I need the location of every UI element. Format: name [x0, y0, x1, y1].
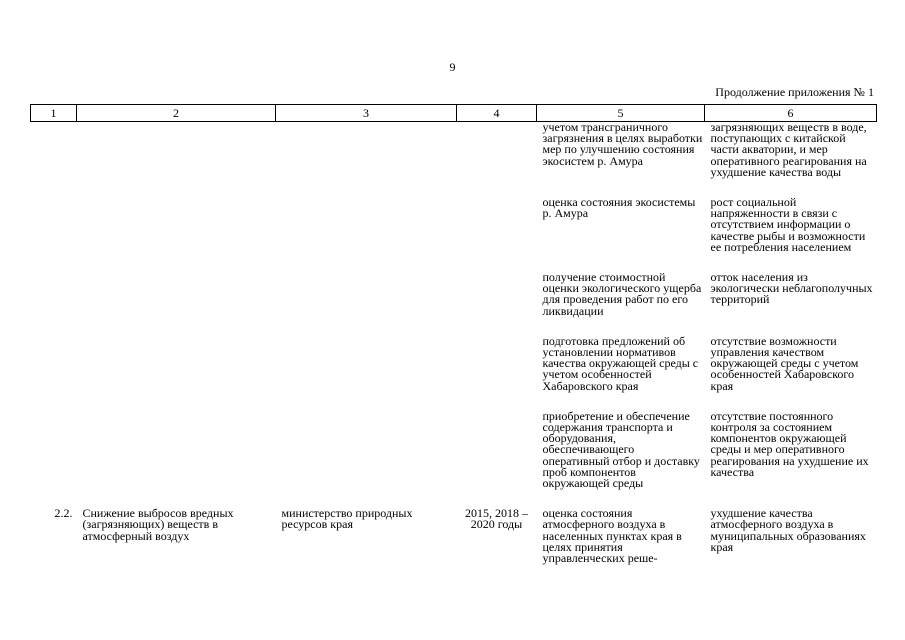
table-row: [31, 272, 877, 317]
table-row: [31, 122, 877, 179]
table-row: [31, 508, 877, 564]
continuation-note: Продолжение приложения № 1: [715, 85, 874, 99]
table-row: [31, 411, 877, 489]
item-number: 2.2.: [54, 506, 73, 521]
risk-cell: ухудшение качества атмосферного воздуха в муниципальных образованиях края: [710, 506, 866, 554]
item-executor: министерство природных ресурсов края: [281, 506, 413, 532]
column-number: 4: [457, 105, 537, 122]
risk-cell: отсутствие постоянного контроля за состоянием компонентов окружающей среды и мер оперативного реагирования на ухудшение их качества: [710, 408, 869, 479]
item-name: Снижение выбросов вредных (загрязняющих) веществ в атмосферный воздух: [82, 506, 234, 543]
column-number: 5: [537, 105, 705, 122]
measure-cell: получение стоимостной оценки экологического ущерба для проведения работ по его ликвидации: [542, 270, 702, 318]
measure-cell: оценка состояния атмосферного воздуха в населенных пунктах края в целях принятия управленческих реше-: [542, 506, 682, 566]
column-number: 6: [705, 105, 877, 122]
risk-cell: загрязняющих веществ в воде, поступающих с китайской части акватории, и мер оперативного реагирования на ухудшение качества воды: [710, 120, 867, 179]
column-number: 2: [77, 105, 276, 122]
measure-cell: подготовка предложений об установлении нормативов качества окружающей среды с учетом особенностей Хабаровского края: [542, 333, 699, 393]
column-number: 3: [276, 105, 457, 122]
measure-cell: учетом трансграничного загрязнения в целях выработки мер по улучшению состояния экосистем р. Амура: [542, 120, 703, 168]
table-row: [31, 197, 877, 253]
risk-cell: отсутствие возможности управления качеством окружающей среды с учетом особенностей Хабаровского края: [710, 333, 859, 393]
column-number: 1: [31, 105, 77, 122]
table-row: [31, 336, 877, 392]
measure-cell: оценка состояния экосистемы р. Амура: [542, 195, 696, 221]
risk-cell: рост социальной напряженности в связи с отсутствием информации о качестве рыбы и возможности ее потребления населением: [710, 195, 866, 254]
program-table: [30, 104, 877, 564]
item-years: 2015, 2018 – 2020 годы: [465, 506, 528, 532]
column-number-row: [31, 105, 877, 122]
risk-cell: отток населения из экологически неблагополучных территорий: [710, 270, 873, 307]
measure-cell: приобретение и обеспечение содержания транспорта и оборудования, обеспечивающего оперативный отбор и доставку проб компонентов окружающей среды: [542, 408, 700, 491]
page-number: 9: [449, 60, 456, 74]
